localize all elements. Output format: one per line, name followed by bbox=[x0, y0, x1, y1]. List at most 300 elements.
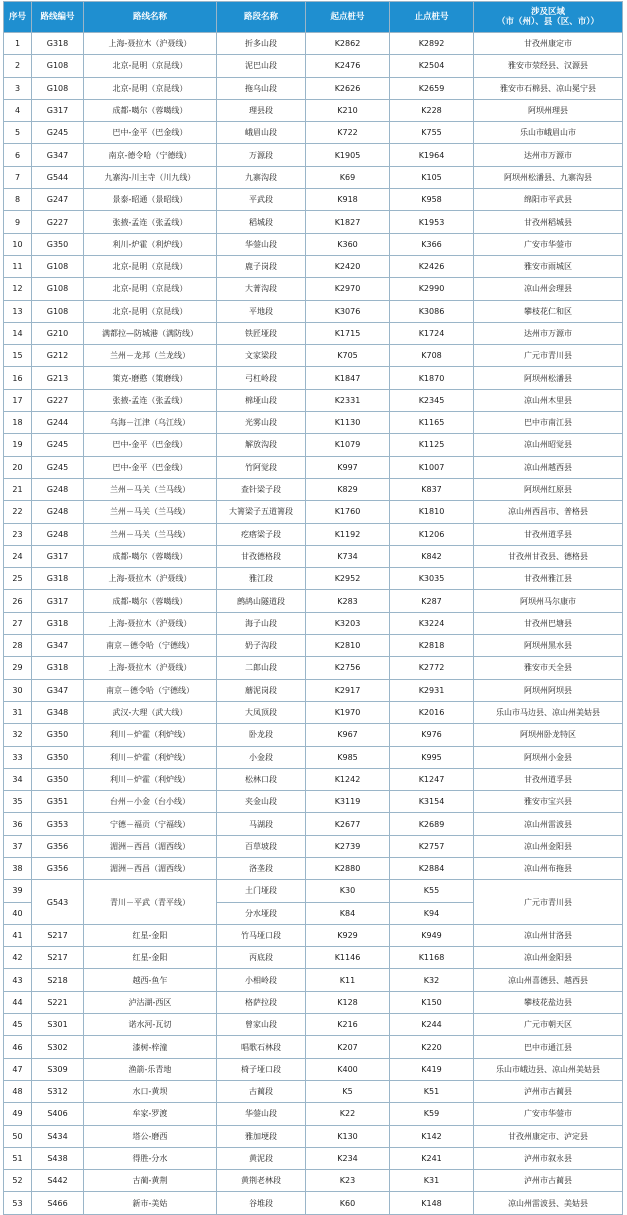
table-body bbox=[4, 33, 623, 1215]
cell-end-stake: K1165 bbox=[390, 412, 474, 434]
cell-end-stake: K2426 bbox=[390, 255, 474, 277]
cell-end-stake: K1206 bbox=[390, 523, 474, 545]
cell-area: 广元市青川县 bbox=[474, 880, 623, 925]
cell-end-stake: K1007 bbox=[390, 456, 474, 478]
cell-no: 28 bbox=[4, 635, 32, 657]
cell-route-name: 新市-美姑 bbox=[84, 1192, 217, 1214]
cell-route-code: S221 bbox=[32, 991, 84, 1013]
cell-section-name: 弓杠岭段 bbox=[217, 367, 306, 389]
cell-end-stake: K1168 bbox=[390, 947, 474, 969]
cell-route-code: S301 bbox=[32, 1014, 84, 1036]
cell-start-stake: K918 bbox=[306, 189, 390, 211]
cell-start-stake: K1079 bbox=[306, 434, 390, 456]
table-row bbox=[4, 924, 623, 946]
cell-route-code: G213 bbox=[32, 367, 84, 389]
cell-start-stake: K3119 bbox=[306, 791, 390, 813]
cell-start-stake: K929 bbox=[306, 924, 390, 946]
cell-no: 40 bbox=[4, 902, 32, 924]
cell-no: 20 bbox=[4, 456, 32, 478]
table-row bbox=[4, 77, 623, 99]
cell-area: 阿坝州松潘县 bbox=[474, 367, 623, 389]
cell-route-name: 古蔺-黄荆 bbox=[84, 1170, 217, 1192]
cell-route-name: 北京-昆明（京昆线） bbox=[84, 300, 217, 322]
table-row bbox=[4, 345, 623, 367]
cell-route-name: 水口-黄坝 bbox=[84, 1080, 217, 1102]
cell-end-stake: K2345 bbox=[390, 389, 474, 411]
cell-section-name: 洛垄段 bbox=[217, 857, 306, 879]
header-start-stake: 起点桩号 bbox=[306, 2, 390, 33]
cell-route-name: 利川－炉霍（利炉线） bbox=[84, 768, 217, 790]
cell-section-name: 文家梁段 bbox=[217, 345, 306, 367]
cell-section-name: 竹马垭口段 bbox=[217, 924, 306, 946]
cell-route-name: 兰州－马关（兰马线） bbox=[84, 501, 217, 523]
table-row bbox=[4, 211, 623, 233]
cell-end-stake: K419 bbox=[390, 1058, 474, 1080]
cell-no: 36 bbox=[4, 813, 32, 835]
cell-route-code: G356 bbox=[32, 835, 84, 857]
cell-area: 凉山州昭觉县 bbox=[474, 434, 623, 456]
cell-area: 凉山州金阳县 bbox=[474, 947, 623, 969]
cell-route-code: G317 bbox=[32, 590, 84, 612]
cell-no: 52 bbox=[4, 1170, 32, 1192]
cell-no: 37 bbox=[4, 835, 32, 857]
cell-start-stake: K360 bbox=[306, 233, 390, 255]
road-sections-table-container bbox=[3, 1, 622, 1215]
cell-route-name: 湄洲－西昌（湄西线） bbox=[84, 835, 217, 857]
table-row bbox=[4, 300, 623, 322]
cell-end-stake: K287 bbox=[390, 590, 474, 612]
cell-route-code: G317 bbox=[32, 99, 84, 121]
cell-area: 广元市青川县 bbox=[474, 345, 623, 367]
cell-start-stake: K3076 bbox=[306, 300, 390, 322]
cell-section-name: 平武段 bbox=[217, 189, 306, 211]
cell-end-stake: K2892 bbox=[390, 33, 474, 55]
cell-end-stake: K995 bbox=[390, 746, 474, 768]
table-row bbox=[4, 880, 623, 902]
cell-area: 凉山州越西县 bbox=[474, 456, 623, 478]
cell-start-stake: K5 bbox=[306, 1080, 390, 1102]
cell-end-stake: K220 bbox=[390, 1036, 474, 1058]
cell-end-stake: K241 bbox=[390, 1147, 474, 1169]
cell-route-name: 乌海－江津（乌江线） bbox=[84, 412, 217, 434]
header-route-name: 路线名称 bbox=[84, 2, 217, 33]
cell-start-stake: K1146 bbox=[306, 947, 390, 969]
cell-section-name: 小相岭段 bbox=[217, 969, 306, 991]
cell-section-name: 甘孜德格段 bbox=[217, 545, 306, 567]
cell-route-name: 台州－小金（台小线） bbox=[84, 791, 217, 813]
cell-start-stake: K829 bbox=[306, 478, 390, 500]
cell-no: 27 bbox=[4, 612, 32, 634]
cell-route-code: S438 bbox=[32, 1147, 84, 1169]
cell-route-name: 成都-噶尔（蓉噶线） bbox=[84, 99, 217, 121]
cell-route-name: 红星-金阳 bbox=[84, 947, 217, 969]
cell-no: 23 bbox=[4, 523, 32, 545]
cell-route-name: 利川-炉霍（利炉线） bbox=[84, 233, 217, 255]
cell-no: 15 bbox=[4, 345, 32, 367]
cell-start-stake: K2862 bbox=[306, 33, 390, 55]
cell-end-stake: K2884 bbox=[390, 857, 474, 879]
cell-no: 50 bbox=[4, 1125, 32, 1147]
cell-end-stake: K3224 bbox=[390, 612, 474, 634]
cell-end-stake: K32 bbox=[390, 969, 474, 991]
cell-no: 10 bbox=[4, 233, 32, 255]
table-row bbox=[4, 322, 623, 344]
cell-no: 30 bbox=[4, 679, 32, 701]
cell-no: 24 bbox=[4, 545, 32, 567]
cell-end-stake: K244 bbox=[390, 1014, 474, 1036]
cell-section-name: 折多山段 bbox=[217, 33, 306, 55]
cell-start-stake: K967 bbox=[306, 724, 390, 746]
cell-area: 广元市朝天区 bbox=[474, 1014, 623, 1036]
cell-section-name: 百草坡段 bbox=[217, 835, 306, 857]
cell-start-stake: K1847 bbox=[306, 367, 390, 389]
cell-route-code: G543 bbox=[32, 880, 84, 925]
cell-route-code: S442 bbox=[32, 1170, 84, 1192]
cell-start-stake: K2952 bbox=[306, 568, 390, 590]
cell-area: 阿坝州黑水县 bbox=[474, 635, 623, 657]
cell-start-stake: K2677 bbox=[306, 813, 390, 835]
cell-no: 34 bbox=[4, 768, 32, 790]
cell-area: 凉山州木里县 bbox=[474, 389, 623, 411]
cell-end-stake: K958 bbox=[390, 189, 474, 211]
cell-start-stake: K234 bbox=[306, 1147, 390, 1169]
cell-end-stake: K142 bbox=[390, 1125, 474, 1147]
cell-route-name: 宁德－福贡（宁福线） bbox=[84, 813, 217, 835]
table-row bbox=[4, 724, 623, 746]
cell-area: 泸州市古蔺县 bbox=[474, 1170, 623, 1192]
cell-section-name: 黄荆老林段 bbox=[217, 1170, 306, 1192]
cell-section-name: 大箐梁子五道箐段 bbox=[217, 501, 306, 523]
cell-area: 巴中市南江县 bbox=[474, 412, 623, 434]
cell-area: 阿坝州马尔康市 bbox=[474, 590, 623, 612]
cell-area: 达州市万源市 bbox=[474, 322, 623, 344]
cell-start-stake: K705 bbox=[306, 345, 390, 367]
cell-start-stake: K2476 bbox=[306, 55, 390, 77]
cell-end-stake: K842 bbox=[390, 545, 474, 567]
cell-route-name: 北京-昆明（京昆线） bbox=[84, 77, 217, 99]
cell-route-code: S466 bbox=[32, 1192, 84, 1214]
cell-route-code: G248 bbox=[32, 523, 84, 545]
cell-route-code: G353 bbox=[32, 813, 84, 835]
cell-start-stake: K11 bbox=[306, 969, 390, 991]
cell-route-code: G318 bbox=[32, 33, 84, 55]
cell-route-name: 利川－炉霍（利炉线） bbox=[84, 724, 217, 746]
cell-end-stake: K1724 bbox=[390, 322, 474, 344]
cell-no: 48 bbox=[4, 1080, 32, 1102]
cell-area: 泸州市叙永县 bbox=[474, 1147, 623, 1169]
header-area-line2: （市（州）、县（区、市）） bbox=[496, 17, 599, 27]
cell-end-stake: K3035 bbox=[390, 568, 474, 590]
cell-route-name: 策克-磨憨（策磨线） bbox=[84, 367, 217, 389]
cell-end-stake: K2772 bbox=[390, 657, 474, 679]
cell-no: 39 bbox=[4, 880, 32, 902]
cell-no: 17 bbox=[4, 389, 32, 411]
cell-section-name: 松林口段 bbox=[217, 768, 306, 790]
cell-route-name: 青川－平武（青平线） bbox=[84, 880, 217, 925]
table-row bbox=[4, 122, 623, 144]
cell-end-stake: K366 bbox=[390, 233, 474, 255]
cell-no: 46 bbox=[4, 1036, 32, 1058]
table-row bbox=[4, 144, 623, 166]
cell-area: 甘孜州甘孜县、德格县 bbox=[474, 545, 623, 567]
cell-section-name: 竹阿觉段 bbox=[217, 456, 306, 478]
cell-section-name: 鹧鸪山隧道段 bbox=[217, 590, 306, 612]
cell-section-name: 椅子垭口段 bbox=[217, 1058, 306, 1080]
cell-section-name: 黄泥段 bbox=[217, 1147, 306, 1169]
cell-route-name: 景泰-昭通（景昭线） bbox=[84, 189, 217, 211]
cell-route-name: 兰州－龙邦（兰龙线） bbox=[84, 345, 217, 367]
cell-no: 9 bbox=[4, 211, 32, 233]
cell-no: 45 bbox=[4, 1014, 32, 1036]
table-row bbox=[4, 367, 623, 389]
cell-area: 凉山州喜德县、越西县 bbox=[474, 969, 623, 991]
cell-area: 泸州市古蔺县 bbox=[474, 1080, 623, 1102]
cell-start-stake: K2756 bbox=[306, 657, 390, 679]
cell-no: 4 bbox=[4, 99, 32, 121]
cell-area: 阿坝州卧龙特区 bbox=[474, 724, 623, 746]
cell-start-stake: K210 bbox=[306, 99, 390, 121]
cell-section-name: 格萨拉段 bbox=[217, 991, 306, 1013]
cell-section-name: 蘑泥岗段 bbox=[217, 679, 306, 701]
cell-start-stake: K30 bbox=[306, 880, 390, 902]
cell-end-stake: K150 bbox=[390, 991, 474, 1013]
cell-area: 甘孜州道孚县 bbox=[474, 768, 623, 790]
cell-end-stake: K2990 bbox=[390, 278, 474, 300]
cell-start-stake: K1970 bbox=[306, 701, 390, 723]
header-no: 序号 bbox=[4, 2, 32, 33]
table-row bbox=[4, 412, 623, 434]
cell-section-name: 雅加埂段 bbox=[217, 1125, 306, 1147]
cell-route-name: 泸沽湖-西区 bbox=[84, 991, 217, 1013]
cell-route-code: G317 bbox=[32, 545, 84, 567]
cell-start-stake: K69 bbox=[306, 166, 390, 188]
cell-no: 18 bbox=[4, 412, 32, 434]
cell-area: 甘孜州稻城县 bbox=[474, 211, 623, 233]
cell-section-name: 疙瘩梁子段 bbox=[217, 523, 306, 545]
cell-end-stake: K1870 bbox=[390, 367, 474, 389]
cell-area: 阿坝州阿坝县 bbox=[474, 679, 623, 701]
table-row bbox=[4, 746, 623, 768]
cell-no: 33 bbox=[4, 746, 32, 768]
cell-route-name: 北京-昆明（京昆线） bbox=[84, 278, 217, 300]
header-end-stake: 止点桩号 bbox=[390, 2, 474, 33]
cell-area: 甘孜州雅江县 bbox=[474, 568, 623, 590]
cell-route-name: 上海-聂拉木（沪聂线） bbox=[84, 568, 217, 590]
cell-route-code: G350 bbox=[32, 724, 84, 746]
cell-section-name: 峨眉山段 bbox=[217, 122, 306, 144]
cell-route-code: G348 bbox=[32, 701, 84, 723]
table-row bbox=[4, 1147, 623, 1169]
cell-start-stake: K84 bbox=[306, 902, 390, 924]
cell-section-name: 光雾山段 bbox=[217, 412, 306, 434]
cell-route-name: 巴中-金平（巴金线） bbox=[84, 434, 217, 456]
table-row bbox=[4, 278, 623, 300]
cell-section-name: 理县段 bbox=[217, 99, 306, 121]
cell-route-code: G248 bbox=[32, 501, 84, 523]
cell-area: 阿坝州小金县 bbox=[474, 746, 623, 768]
cell-route-code: G318 bbox=[32, 657, 84, 679]
cell-no: 1 bbox=[4, 33, 32, 55]
cell-route-name: 上海-聂拉木（沪聂线） bbox=[84, 657, 217, 679]
header-area-line1: 涉及区域 bbox=[530, 7, 565, 17]
cell-area: 甘孜州巴塘县 bbox=[474, 612, 623, 634]
cell-area: 乐山市马边县、凉山州美姑县 bbox=[474, 701, 623, 723]
cell-no: 26 bbox=[4, 590, 32, 612]
table-row bbox=[4, 568, 623, 590]
table-row bbox=[4, 791, 623, 813]
cell-section-name: 平地段 bbox=[217, 300, 306, 322]
cell-start-stake: K400 bbox=[306, 1058, 390, 1080]
cell-area: 雅安市天全县 bbox=[474, 657, 623, 679]
cell-route-code: S309 bbox=[32, 1058, 84, 1080]
cell-section-name: 鹿子岗段 bbox=[217, 255, 306, 277]
cell-no: 19 bbox=[4, 434, 32, 456]
cell-route-code: G108 bbox=[32, 278, 84, 300]
cell-end-stake: K105 bbox=[390, 166, 474, 188]
cell-no: 49 bbox=[4, 1103, 32, 1125]
cell-start-stake: K1760 bbox=[306, 501, 390, 523]
cell-no: 43 bbox=[4, 969, 32, 991]
cell-end-stake: K708 bbox=[390, 345, 474, 367]
cell-section-name: 曾家山段 bbox=[217, 1014, 306, 1036]
cell-start-stake: K722 bbox=[306, 122, 390, 144]
table-row bbox=[4, 1036, 623, 1058]
cell-area: 达州市万源市 bbox=[474, 144, 623, 166]
table-row bbox=[4, 768, 623, 790]
cell-route-name: 成都-噶尔（蓉噶线） bbox=[84, 590, 217, 612]
cell-no: 11 bbox=[4, 255, 32, 277]
cell-start-stake: K2739 bbox=[306, 835, 390, 857]
cell-route-name: 渔箭-乐青地 bbox=[84, 1058, 217, 1080]
cell-start-stake: K2880 bbox=[306, 857, 390, 879]
table-row bbox=[4, 545, 623, 567]
cell-end-stake: K3086 bbox=[390, 300, 474, 322]
cell-route-code: S302 bbox=[32, 1036, 84, 1058]
table-row bbox=[4, 857, 623, 879]
cell-no: 6 bbox=[4, 144, 32, 166]
table-row bbox=[4, 635, 623, 657]
cell-section-name: 稻城段 bbox=[217, 211, 306, 233]
cell-route-code: G347 bbox=[32, 679, 84, 701]
cell-route-code: S217 bbox=[32, 947, 84, 969]
cell-route-code: G244 bbox=[32, 412, 84, 434]
cell-no: 25 bbox=[4, 568, 32, 590]
cell-route-name: 红星-金阳 bbox=[84, 924, 217, 946]
cell-start-stake: K2970 bbox=[306, 278, 390, 300]
table-row bbox=[4, 55, 623, 77]
cell-end-stake: K1964 bbox=[390, 144, 474, 166]
cell-route-code: G212 bbox=[32, 345, 84, 367]
cell-route-name: 得胜-分水 bbox=[84, 1147, 217, 1169]
cell-area: 凉山州西昌市、普格县 bbox=[474, 501, 623, 523]
cell-start-stake: K1130 bbox=[306, 412, 390, 434]
cell-end-stake: K2659 bbox=[390, 77, 474, 99]
cell-section-name: 唱歌石林段 bbox=[217, 1036, 306, 1058]
cell-route-name: 兰州－马关（兰马线） bbox=[84, 523, 217, 545]
cell-route-code: G544 bbox=[32, 166, 84, 188]
cell-section-name: 泥巴山段 bbox=[217, 55, 306, 77]
cell-route-name: 张掖-孟连（张孟线） bbox=[84, 389, 217, 411]
cell-section-name: 查针梁子段 bbox=[217, 478, 306, 500]
cell-area: 乐山市峨眉山市 bbox=[474, 122, 623, 144]
cell-no: 38 bbox=[4, 857, 32, 879]
cell-start-stake: K130 bbox=[306, 1125, 390, 1147]
cell-no: 2 bbox=[4, 55, 32, 77]
table-row bbox=[4, 813, 623, 835]
cell-route-name: 牟家-罗渡 bbox=[84, 1103, 217, 1125]
cell-start-stake: K1715 bbox=[306, 322, 390, 344]
cell-end-stake: K2016 bbox=[390, 701, 474, 723]
table-row bbox=[4, 99, 623, 121]
table-row bbox=[4, 1170, 623, 1192]
cell-route-code: S217 bbox=[32, 924, 84, 946]
cell-area: 凉山州布拖县 bbox=[474, 857, 623, 879]
cell-no: 3 bbox=[4, 77, 32, 99]
cell-area: 凉山州雷波县 bbox=[474, 813, 623, 835]
cell-section-name: 华蓥山段 bbox=[217, 233, 306, 255]
cell-area: 乐山市峨边县、凉山州美姑县 bbox=[474, 1058, 623, 1080]
cell-end-stake: K1810 bbox=[390, 501, 474, 523]
header-area bbox=[474, 2, 623, 33]
cell-end-stake: K31 bbox=[390, 1170, 474, 1192]
table-row bbox=[4, 590, 623, 612]
cell-route-name: 北京-昆明（京昆线） bbox=[84, 55, 217, 77]
cell-route-name: 利川－炉霍（利炉线） bbox=[84, 746, 217, 768]
cell-route-code: G245 bbox=[32, 456, 84, 478]
table-row bbox=[4, 255, 623, 277]
cell-start-stake: K1905 bbox=[306, 144, 390, 166]
cell-end-stake: K51 bbox=[390, 1080, 474, 1102]
table-row bbox=[4, 612, 623, 634]
cell-end-stake: K1247 bbox=[390, 768, 474, 790]
cell-section-name: 丙底段 bbox=[217, 947, 306, 969]
cell-area: 甘孜州道孚县 bbox=[474, 523, 623, 545]
cell-section-name: 马湖段 bbox=[217, 813, 306, 835]
table-row bbox=[4, 991, 623, 1013]
cell-start-stake: K2810 bbox=[306, 635, 390, 657]
cell-area: 攀枝花盐边县 bbox=[474, 991, 623, 1013]
cell-route-name: 上海-聂拉木（沪聂线） bbox=[84, 612, 217, 634]
cell-start-stake: K207 bbox=[306, 1036, 390, 1058]
cell-end-stake: K976 bbox=[390, 724, 474, 746]
cell-section-name: 解放沟段 bbox=[217, 434, 306, 456]
cell-route-name: 满都拉—防城港（满防线） bbox=[84, 322, 217, 344]
cell-no: 47 bbox=[4, 1058, 32, 1080]
cell-area: 甘孜州康定市 bbox=[474, 33, 623, 55]
cell-start-stake: K985 bbox=[306, 746, 390, 768]
cell-area: 阿坝州松潘县、九寨沟县 bbox=[474, 166, 623, 188]
table-row bbox=[4, 501, 623, 523]
cell-start-stake: K3203 bbox=[306, 612, 390, 634]
cell-end-stake: K949 bbox=[390, 924, 474, 946]
cell-route-code: G210 bbox=[32, 322, 84, 344]
cell-no: 32 bbox=[4, 724, 32, 746]
cell-area: 阿坝州理县 bbox=[474, 99, 623, 121]
table-row bbox=[4, 33, 623, 55]
cell-area: 凉山州会理县 bbox=[474, 278, 623, 300]
cell-route-code: G347 bbox=[32, 144, 84, 166]
cell-route-name: 诺水河-瓦切 bbox=[84, 1014, 217, 1036]
cell-no: 14 bbox=[4, 322, 32, 344]
cell-route-name: 北京-昆明（京昆线） bbox=[84, 255, 217, 277]
cell-no: 35 bbox=[4, 791, 32, 813]
cell-route-code: S434 bbox=[32, 1125, 84, 1147]
cell-start-stake: K1242 bbox=[306, 768, 390, 790]
cell-end-stake: K228 bbox=[390, 99, 474, 121]
cell-route-code: G227 bbox=[32, 211, 84, 233]
table-row bbox=[4, 969, 623, 991]
table-header-row bbox=[4, 2, 623, 33]
